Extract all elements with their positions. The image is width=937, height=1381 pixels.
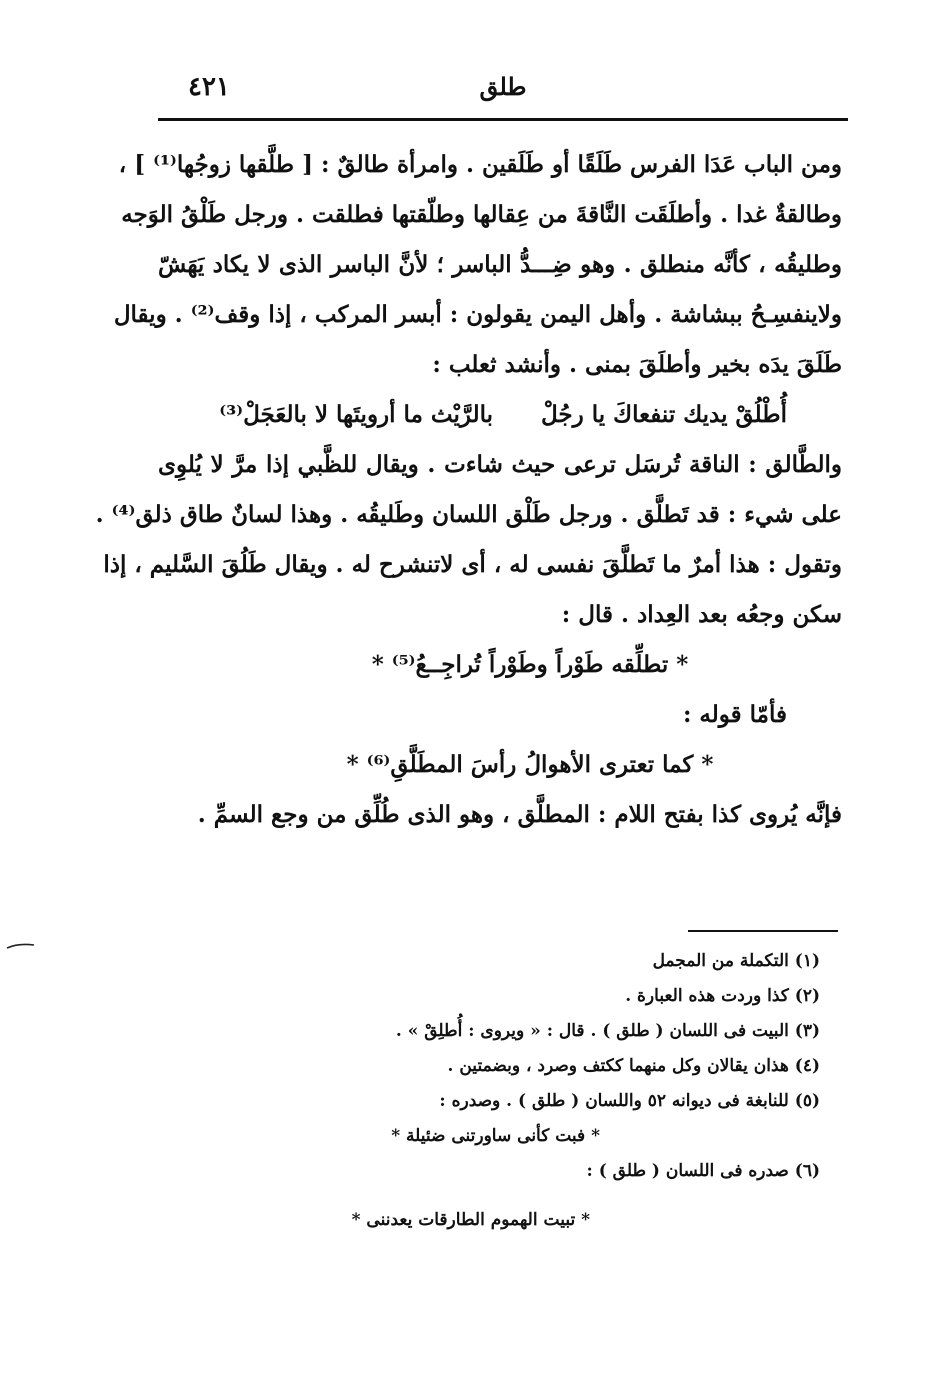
text-line: وتقول : هذا أمرٌ ما تَطلَّقَ نفسى له ، أى لاتنشرح له . ويقال طَلُقَ السَّليم ، إذا: [103, 551, 842, 578]
footnote: (٤) هذان يقالان وكل منهما ككتف وصرد ، وبضمتين .: [447, 1056, 820, 1076]
footnote: (٥) للنابغة فى ديوانه ٥٢ واللسان ( طلق ) . وصدره :: [439, 1091, 820, 1111]
footnote-verse: * تبيت الهموم الطارقات يعدننى *: [351, 1210, 590, 1230]
header-rule: [158, 118, 848, 121]
verse-hemistich: * كما تعترى الأهوالُ رأسَ المطَلَّقِ⁽⁶⁾ *: [346, 751, 714, 778]
footnote-verse: * فبت كأنى ساورتنى ضئيلة *: [391, 1126, 600, 1146]
footnote: (١) التكملة من المجمل: [652, 951, 820, 971]
footnotes: [300, 944, 820, 1238]
footnote: (٢) كذا وردت هذه العبارة .: [625, 986, 820, 1006]
text-line: والطَّالق : الناقة تُرسَل ترعى حيث شاءت . ويقال للظَّبي إذا مرَّ لا يُلوِى: [158, 451, 842, 478]
text-line: وطليقُه ، كأنَّه منطلق . وهو ضِـــدُّ الباسر ؛ لأنَّ الباسر الذى لا يكاد يَهَشّ: [158, 251, 842, 278]
running-title: طلق: [479, 72, 527, 101]
text-line: سكن وجعُه بعد العِداد . قال :: [561, 601, 842, 628]
verse-couplet: [158, 390, 842, 440]
page-header: [158, 72, 848, 112]
text-line: طَلَقَ يدَه بخير وأطلَقَ بمنى . وأنشد ثعلب :: [432, 351, 842, 378]
verse-hemistich: * تطلِّقه طَوْراً وطَوْراً تُراجِــعُ⁽⁵⁾ *: [371, 651, 689, 678]
main-text: [95, 140, 842, 840]
text-line: ولاينفسِـحُ ببشاشة . وأهل اليمن يقولون : أبسر المركب ، إذا وقف⁽²⁾ . ويقال: [113, 301, 842, 328]
footnote-rule: [688, 930, 838, 932]
margin-pen-mark: [6, 942, 36, 950]
text-line: ومن الباب عَدَا الفرس طَلَقًا أو طَلَقين . وامرأة طالقٌ : [ طلَّقها زوجُها⁽¹⁾ ] ،: [118, 151, 842, 178]
text-line: وطالقةٌ غدا . وأطلَقَت النَّاقةَ من عِقالها وطلّقتها فطلقت . ورجل طَلْقُ الوَجه: [121, 201, 842, 228]
quote-intro: فأمّا قوله :: [682, 701, 787, 728]
page-number: ٤٢١: [188, 72, 230, 102]
verse-second-half: بالرَّيْث ما أرويتَها لا بالعَجَلْ⁽³⁾: [219, 401, 493, 428]
footnote: (٦) صدره فى اللسان ( طلق ) :: [586, 1161, 820, 1181]
text-line: على شيء : قد تَطلَّق . ورجل طَلْق اللسان وطَليقُه . وهذا لسانٌ طاق ذلق⁽⁴⁾ .: [95, 501, 842, 528]
footnote-gap: [300, 1189, 820, 1203]
text-line: فإنَّه يُروى كذا بفتح اللام : المطلَّق ، وهو الذى طُلِّق من وجع السمِّ .: [197, 801, 842, 828]
verse-first-half: أُطْلُقْ يديك تنفعاكَ يا رجُلْ: [541, 401, 787, 428]
footnote: (٣) البيت فى اللسان ( طلق ) . قال : « ويروى : أُطلِقْ » .: [395, 1021, 820, 1041]
